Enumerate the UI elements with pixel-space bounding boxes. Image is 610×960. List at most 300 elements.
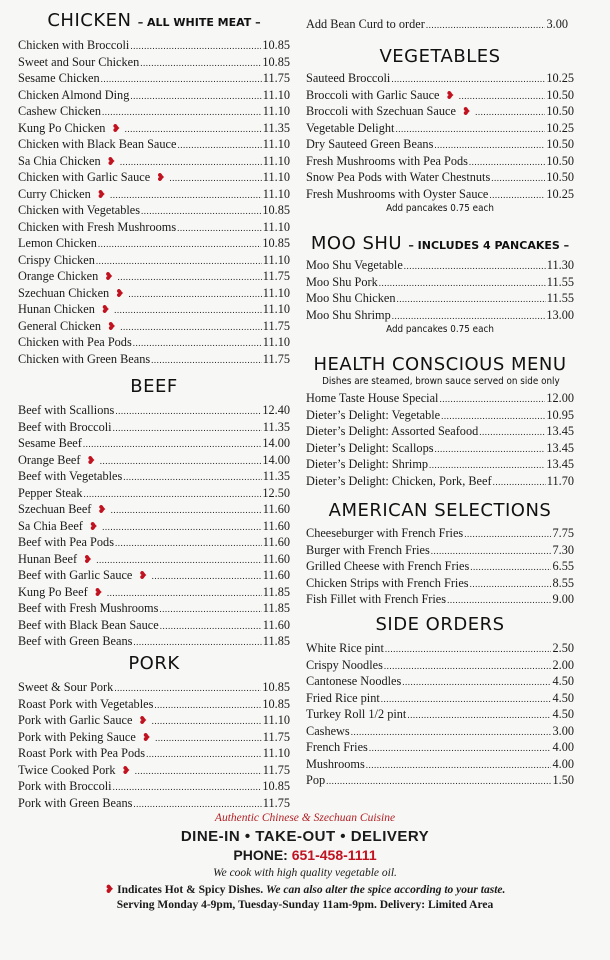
menu-item (306, 558, 574, 575)
item-name: Orange Beef (18, 452, 81, 467)
menu-item (18, 485, 290, 502)
section-health (306, 354, 574, 489)
dot-leader (107, 584, 262, 602)
item-name: Cashew Chicken (18, 104, 101, 118)
dot-leader (177, 136, 261, 154)
services: DINE-IN • TAKE-OUT • DELIVERY (180, 828, 430, 845)
menu-item (306, 657, 574, 674)
menu-item (306, 120, 574, 137)
item-price: 11.70 (546, 473, 574, 488)
dot-leader (385, 640, 552, 658)
item-name: Dry Sauteed Green Beans (306, 137, 434, 151)
steamed-note: Dishes are steamed, brown sauce served on side only (322, 376, 560, 387)
item-name: Mushrooms (306, 756, 365, 771)
dot-leader (479, 423, 545, 441)
item-name: Lemon Chicken (18, 236, 97, 250)
chili-pepper-icon: ❥ (138, 569, 148, 582)
dot-leader (464, 525, 551, 543)
menu-item (18, 219, 290, 236)
item-price: 10.50 (546, 137, 574, 151)
menu-item (18, 600, 290, 617)
dot-leader (379, 274, 546, 292)
item-price: 11.60 (262, 535, 290, 549)
item-price: 11.10 (262, 153, 290, 168)
dot-leader (439, 390, 545, 408)
menu-item (18, 762, 290, 779)
item-name: Crispy Chicken (18, 252, 95, 267)
chili-pepper-icon: ❥ (93, 585, 103, 599)
item-price: 13.45 (546, 457, 574, 471)
phone-line (0, 847, 610, 863)
item-price: 10.25 (546, 120, 574, 135)
item-name: Cashews (306, 723, 350, 738)
menu-item (306, 772, 574, 789)
item-price: 10.85 (262, 54, 290, 69)
menu-item (18, 584, 290, 601)
menu-item (18, 567, 290, 584)
section-title: VEGETABLES (379, 46, 501, 67)
pancake-note: Add pancakes 0.75 each (386, 203, 494, 214)
dot-leader (381, 690, 552, 708)
item-name: Sa Chia Beef (18, 518, 83, 533)
dot-leader (434, 136, 545, 154)
item-name: Sweet and Sour Chicken (18, 54, 140, 69)
menu-item (306, 591, 574, 608)
dot-leader (160, 617, 262, 635)
chili-pepper-icon: ❥ (461, 105, 472, 118)
item-name: Sesame Chicken (18, 71, 100, 85)
dot-leader (96, 551, 261, 569)
menu-item (18, 633, 290, 650)
chili-pepper-icon: ❥ (83, 552, 93, 566)
menu-item (306, 153, 574, 170)
item-name: Beef with Vegetables (18, 469, 123, 483)
section-pork (18, 653, 290, 811)
dot-leader (114, 301, 262, 319)
dot-leader (441, 407, 545, 425)
menu-item (18, 679, 290, 696)
item-name: Snow Pea Pods with Water Chestnuts (306, 170, 491, 184)
spice-alter-note: We can also alter the spice according to your taste. (266, 884, 506, 896)
item-name: Szechuan Beef (18, 502, 92, 516)
item-price: 11.10 (262, 137, 290, 151)
dot-leader (152, 712, 262, 730)
item-name: Home Taste House Special (306, 391, 439, 405)
item-name: Fresh Mushrooms with Oyster Sauce (306, 186, 489, 201)
dot-leader (140, 54, 261, 72)
menu-item (18, 235, 290, 252)
item-name: Pop (306, 773, 326, 787)
item-name: Chicken with Garlic Sauce (18, 170, 151, 184)
chili-pepper-icon: ❥ (96, 187, 106, 201)
dot-leader (96, 252, 262, 270)
chili-pepper-icon: ❥ (121, 763, 131, 777)
item-price: 10.50 (546, 104, 574, 118)
menu-item (18, 729, 290, 746)
item-price: 10.85 (262, 38, 290, 52)
item-price: 11.10 (262, 87, 290, 102)
item-price: 10.85 (262, 779, 290, 793)
chili-pepper-icon: ❥ (100, 303, 111, 316)
menu-item (18, 617, 290, 634)
item-name: Hunan Beef (18, 551, 78, 566)
item-name: Beef with Fresh Mushrooms (18, 601, 159, 615)
item-price: 13.45 (546, 440, 574, 455)
menu-item (18, 534, 290, 551)
dot-leader (115, 534, 262, 552)
menu-item (18, 285, 290, 302)
menu-item (18, 301, 290, 318)
dot-leader (404, 257, 546, 275)
item-price: 2.50 (552, 641, 574, 655)
item-name: Chicken with Broccoli (18, 38, 130, 52)
menu-item (306, 756, 574, 773)
dot-leader (98, 235, 261, 253)
item-price: 10.85 (262, 696, 290, 711)
menu-item (18, 136, 290, 153)
item-price: 11.10 (262, 219, 290, 234)
item-price: 10.85 (262, 236, 290, 250)
item-name: Fresh Mushrooms with Pea Pods (306, 153, 468, 168)
menu-item (306, 739, 574, 756)
menu-item (18, 37, 290, 54)
dot-leader (384, 657, 552, 675)
item-name: Crispy Noodles (306, 657, 383, 672)
dot-leader (120, 318, 262, 336)
item-price: 14.00 (262, 436, 290, 450)
dot-leader (130, 87, 261, 105)
tagline: Authentic Chinese & Szechuan Cuisine (214, 812, 396, 824)
section-beef (18, 376, 290, 650)
section-moo-shu (306, 233, 574, 335)
dot-leader (435, 440, 546, 458)
menu-item (306, 473, 574, 490)
item-price: 11.10 (262, 335, 290, 349)
dot-leader (123, 468, 262, 486)
item-name: Dieter’s Delight: Shrimp (306, 457, 429, 471)
item-name: Beef with Pea Pods (18, 535, 114, 549)
item-price: 11.35 (262, 120, 290, 135)
item-price: 7.75 (552, 526, 574, 540)
chili-pepper-icon: ❥ (97, 503, 107, 516)
item-name: Orange Chicken (18, 269, 99, 283)
item-name: Moo Shu Chicken (306, 291, 396, 305)
phone-number[interactable]: 651-458-1111 (291, 847, 377, 863)
item-price: 11.75 (262, 762, 290, 777)
menu-item (306, 87, 574, 104)
item-price: 11.75 (262, 71, 290, 85)
menu-item (18, 452, 290, 469)
menu-item (18, 468, 290, 485)
menu-item (18, 120, 290, 137)
item-name: Moo Shu Vegetable (306, 258, 403, 272)
item-price: 12.50 (262, 485, 290, 500)
menu-item (18, 103, 290, 120)
item-name: Pork with Garlic Sauce (18, 713, 133, 727)
item-name: Roast Pork with Vegetables (18, 696, 154, 711)
item-price: 11.55 (546, 291, 574, 305)
item-name: Pepper Steak (18, 485, 83, 500)
menu-item (306, 390, 574, 407)
item-price: 11.30 (546, 258, 574, 272)
item-price: 6.55 (552, 559, 574, 573)
menu-item (18, 778, 290, 795)
item-price: 1.50 (552, 773, 574, 787)
dot-leader (447, 591, 551, 609)
section-american (306, 500, 574, 608)
dot-leader (135, 762, 262, 780)
menu-item (18, 435, 290, 452)
chili-pepper-icon: ❥ (106, 154, 116, 168)
phone-label: PHONE: (233, 847, 288, 863)
dot-leader (470, 575, 552, 593)
dot-leader (110, 186, 262, 204)
dot-leader (392, 307, 546, 325)
dot-leader (133, 633, 261, 651)
item-name: Sesame Beef (18, 436, 82, 450)
item-name: Beef with Broccoli (18, 419, 112, 434)
item-price: 11.55 (546, 274, 574, 289)
item-price: 4.50 (552, 707, 574, 721)
dot-leader (102, 518, 262, 536)
item-price: 11.10 (262, 170, 290, 184)
item-name: Chicken with Pea Pods (18, 335, 132, 349)
menu-item (18, 54, 290, 71)
item-name: Beef with Green Beans (18, 634, 133, 648)
item-name: Kung Po Chicken (18, 120, 106, 135)
section-title: SIDE ORDERS (375, 614, 505, 635)
menu-item (18, 334, 290, 351)
hours: Serving Monday 4-9pm, Tuesday-Sunday 11am-9pm. Delivery: Limited Area (116, 899, 494, 911)
menu-item (18, 268, 290, 285)
dot-leader (177, 219, 262, 237)
item-price: 10.85 (262, 203, 290, 217)
item-price: 2.00 (552, 657, 574, 672)
dot-leader (470, 558, 551, 576)
item-name: Cheeseburger with French Fries (306, 526, 464, 540)
item-price: 11.75 (262, 795, 290, 810)
item-name: Chicken with Green Beans (18, 351, 151, 366)
dot-leader (114, 679, 261, 697)
menu-item (18, 551, 290, 568)
menu-item (18, 202, 290, 219)
menu-item (306, 575, 574, 592)
menu-item (18, 745, 290, 762)
item-name: Fish Fillet with French Fries (306, 592, 447, 606)
menu-item (306, 136, 574, 153)
item-name: Szechuan Chicken (18, 285, 110, 300)
menu-item (18, 153, 290, 170)
spicy-legend (0, 882, 610, 896)
dot-leader (475, 103, 545, 121)
item-name: Chicken with Black Bean Sauce (18, 137, 177, 151)
menu-item (306, 274, 574, 291)
chili-pepper-icon: ❥ (104, 270, 114, 283)
pancake-note: Add pancakes 0.75 each (386, 324, 494, 335)
dot-leader (169, 169, 261, 187)
dot-leader (130, 37, 261, 55)
dot-leader (491, 169, 545, 187)
item-name: Chicken with Fresh Mushrooms (18, 219, 177, 234)
oil-note: We cook with high quality vegetable oil. (213, 867, 397, 879)
item-name: Chicken Almond Ding (18, 87, 130, 102)
menu-item (306, 257, 574, 274)
item-price: 11.10 (262, 713, 290, 727)
item-name: White Rice pint (306, 641, 384, 655)
chili-pepper-icon: ❥ (106, 319, 117, 333)
item-name: Cantonese Noodles (306, 674, 402, 688)
item-name: French Fries (306, 740, 368, 754)
dot-leader (120, 153, 262, 171)
menu-item (18, 351, 290, 368)
menu-item (18, 795, 290, 812)
item-name: Dieter’s Delight: Vegetable (306, 407, 441, 422)
dot-leader (141, 202, 261, 220)
dot-leader (128, 285, 261, 303)
dot-leader (459, 87, 546, 105)
menu-item (306, 525, 574, 542)
dot-leader (351, 723, 552, 741)
item-price: 3.00 (552, 723, 574, 738)
menu-item (306, 456, 574, 473)
menu-item (306, 640, 574, 657)
menu-item (18, 87, 290, 104)
item-price: 4.00 (552, 740, 574, 754)
dot-leader (83, 435, 261, 453)
chili-pepper-icon: ❥ (86, 453, 96, 467)
section-title: PORK (128, 653, 180, 674)
item-name: Moo Shu Shrimp (306, 307, 391, 322)
item-name: Dieter’s Delight: Chicken, Pork, Beef (306, 473, 492, 488)
item-price: 11.75 (262, 729, 290, 744)
section-title: CHICKEN – ALL WHITE MEAT – (47, 10, 261, 31)
chili-pepper-icon: ❥ (156, 171, 166, 184)
item-price: 12.00 (546, 391, 574, 405)
dot-leader (101, 70, 262, 88)
dot-leader (154, 696, 261, 714)
dot-leader (369, 739, 552, 757)
section-title: HEALTH CONSCIOUS MENU (313, 354, 567, 375)
item-price: 10.25 (546, 71, 574, 85)
menu-item (18, 186, 290, 203)
dot-leader (469, 153, 545, 171)
menu-item (18, 402, 290, 419)
section-side-orders (306, 614, 574, 789)
menu-item (306, 690, 574, 707)
section-title: MOO SHU – INCLUDES 4 PANCAKES – (310, 233, 570, 254)
item-name: Sauteed Broccoli (306, 71, 391, 85)
menu-item (18, 419, 290, 436)
menu-item (306, 542, 574, 559)
dot-leader (431, 542, 552, 560)
dot-leader (366, 756, 552, 774)
item-price: 11.35 (262, 469, 290, 483)
item-price: 10.50 (546, 87, 574, 102)
item-price: 11.10 (262, 186, 290, 201)
dot-leader (152, 567, 262, 585)
menu-item (306, 673, 574, 690)
dot-leader (113, 419, 262, 437)
item-price: 11.10 (262, 252, 290, 267)
item-price: 11.35 (262, 419, 290, 434)
dot-leader (155, 729, 262, 747)
item-price: 13.00 (546, 307, 574, 322)
section-chicken (18, 10, 290, 367)
item-price: 14.00 (262, 452, 290, 467)
menu-item (306, 290, 574, 307)
dot-leader (407, 706, 551, 724)
menu-item (18, 712, 290, 729)
item-name: Hunan Chicken (18, 302, 95, 316)
menu-item (18, 169, 290, 186)
item-name: Kung Po Beef (18, 584, 88, 599)
menu-item (306, 169, 574, 186)
menu-item (18, 252, 290, 269)
item-name: Moo Shu Pork (306, 274, 378, 289)
dot-leader (429, 456, 545, 474)
item-name: Twice Cooked Pork (18, 762, 116, 777)
menu-item (306, 723, 574, 740)
item-price: 8.55 (552, 575, 574, 590)
item-price: 11.10 (262, 302, 290, 316)
chili-pepper-icon: ❥ (138, 714, 148, 727)
menu-item (306, 186, 574, 203)
item-price: 10.50 (546, 153, 574, 168)
dot-leader (395, 120, 545, 138)
item-price: 11.10 (262, 285, 290, 300)
menu-item (306, 706, 574, 723)
menu-item (306, 16, 568, 33)
dot-leader (326, 772, 551, 790)
item-price: 11.60 (262, 617, 290, 632)
chili-pepper-icon: ❥ (445, 88, 455, 102)
item-name: Add Bean Curd to order (306, 17, 425, 31)
menu-item (18, 318, 290, 335)
item-price: 4.50 (552, 674, 574, 688)
item-price: 11.75 (262, 318, 290, 333)
item-price: 4.00 (552, 756, 574, 771)
dot-leader (102, 103, 262, 121)
menu-item (306, 307, 574, 324)
menu-item (306, 440, 574, 457)
dot-leader (426, 16, 546, 34)
item-name: Beef with Scallions (18, 403, 115, 417)
dot-leader (402, 673, 551, 691)
item-price: 11.75 (262, 351, 290, 366)
dot-leader (100, 452, 262, 470)
footer (0, 812, 610, 911)
chili-pepper-icon: ❥ (88, 519, 99, 533)
item-price: 10.95 (546, 407, 574, 422)
dot-leader (146, 745, 262, 763)
dot-leader (113, 778, 262, 796)
item-price: 12.40 (262, 403, 290, 417)
dot-leader (489, 186, 545, 204)
spicy-note: Indicates Hot & Spicy Dishes. (117, 884, 264, 896)
item-price: 9.00 (552, 592, 574, 606)
menu-item (306, 103, 574, 120)
item-name: Pork with Peking Sauce (18, 729, 136, 744)
item-price: 11.60 (262, 568, 290, 582)
menu-item (18, 70, 290, 87)
menu-item (306, 423, 574, 440)
dot-leader (115, 402, 261, 420)
item-price: 11.85 (262, 634, 290, 648)
menu-item (18, 696, 290, 713)
dot-leader (133, 334, 262, 352)
chili-pepper-icon: ❥ (141, 730, 152, 744)
section-bean-curd (306, 16, 568, 33)
